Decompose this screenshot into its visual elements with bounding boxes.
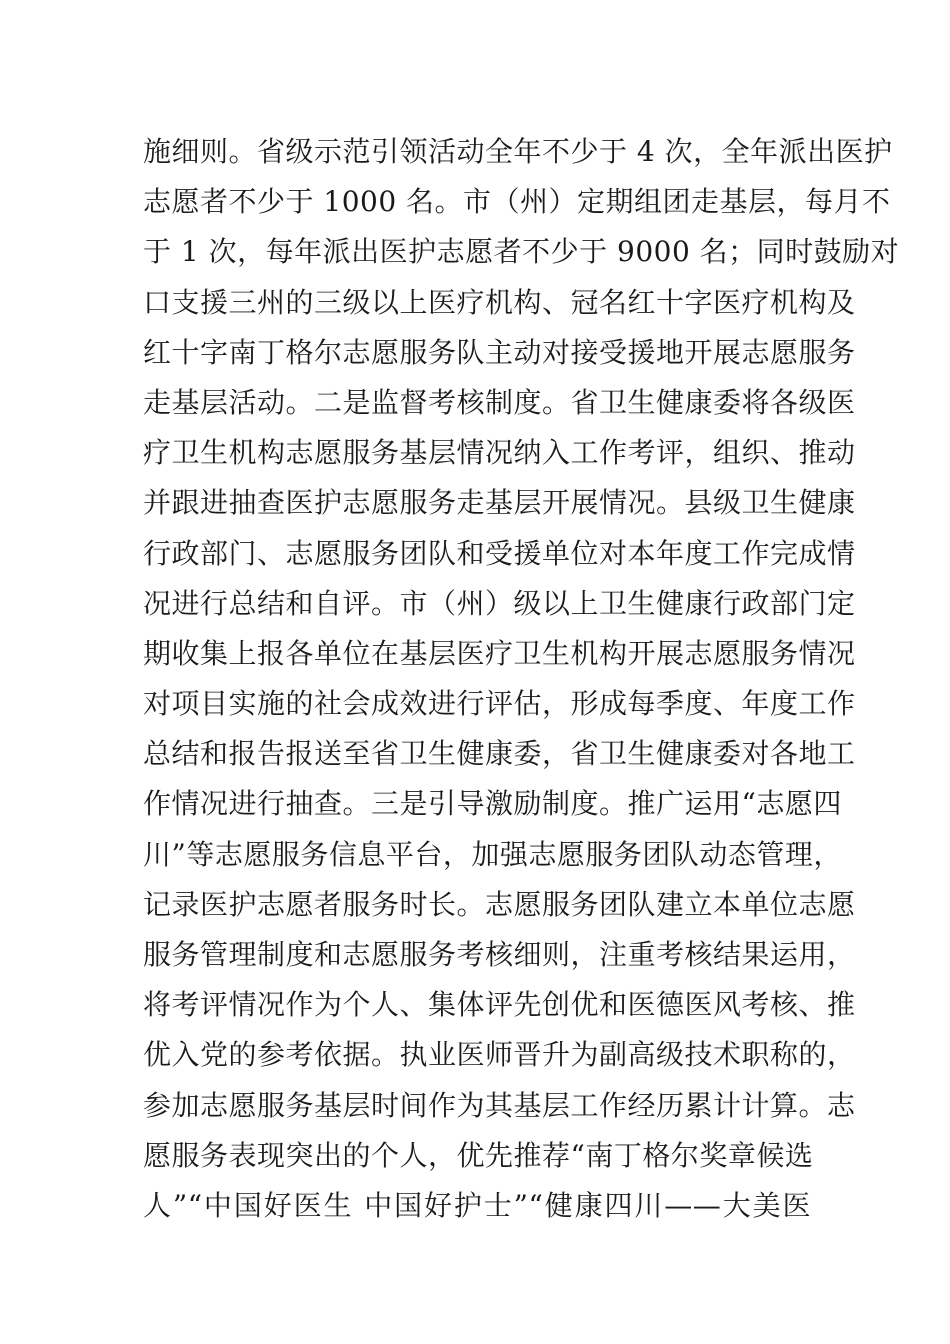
text-line-13: 总结和报告报送至省卫生健康委，省卫生健康委对各地工 [143,737,856,771]
text-line-2: 志愿者不少于 1000 名。市（州）定期组团走基层，每月不 [143,185,891,219]
text-line-5: 红十字南丁格尔志愿服务队主动对接受援地开展志愿服务 [143,335,856,369]
text-line-20: 参加志愿服务基层时间作为其基层工作经历累计计算。志 [143,1088,856,1122]
text-line-3: 于 1 次，每年派出医护志愿者不少于 9000 名；同时鼓励对 [143,235,900,269]
text-line-18: 将考评情况作为个人、集体评先创优和医德医风考核、推 [143,988,856,1022]
text-line-19: 优入党的参考依据。执业医师晋升为副高级技术职称的， [143,1038,856,1072]
text-line-14: 作情况进行抽查。三是引导激励制度。推广运用“志愿四 [143,787,842,821]
text-line-8: 并跟进抽查医护志愿服务走基层开展情况。县级卫生健康 [143,486,856,520]
text-line-4: 口支援三州的三级以上医疗机构、冠名红十字医疗机构及 [143,285,856,319]
text-line-21: 愿服务表现突出的个人，优先推荐“南丁格尔奖章候选 [143,1138,814,1172]
text-line-1: 施细则。省级示范引领活动全年不少于 4 次，全年派出医护 [143,135,893,168]
text-line-6: 走基层活动。二是监督考核制度。省卫生健康委将各级医 [143,385,856,419]
text-line-22: 人”“中国好医生 中国好护士”“健康四川——大美医 [143,1188,811,1222]
body-paragraph [143,127,900,1231]
text-line-7: 疗卫生机构志愿服务基层情况纳入工作考评，组织、推动 [143,436,856,470]
text-line-12: 对项目实施的社会成效进行评估，形成每季度、年度工作 [143,687,856,721]
text-line-16: 记录医护志愿者服务时长。志愿服务团队建立本单位志愿 [143,887,856,921]
text-line-9: 行政部门、志愿服务团队和受援单位对本年度工作完成情 [143,536,856,570]
text-line-17: 服务管理制度和志愿服务考核细则，注重考核结果运用， [143,938,856,971]
text-line-11: 期收集上报各单位在基层医疗卫生机构开展志愿服务情况 [143,636,856,670]
text-line-10: 况进行总结和自评。市（州）级以上卫生健康行政部门定 [143,586,856,620]
text-line-15: 川”等志愿服务信息平台，加强志愿服务团队动态管理， [143,837,842,871]
